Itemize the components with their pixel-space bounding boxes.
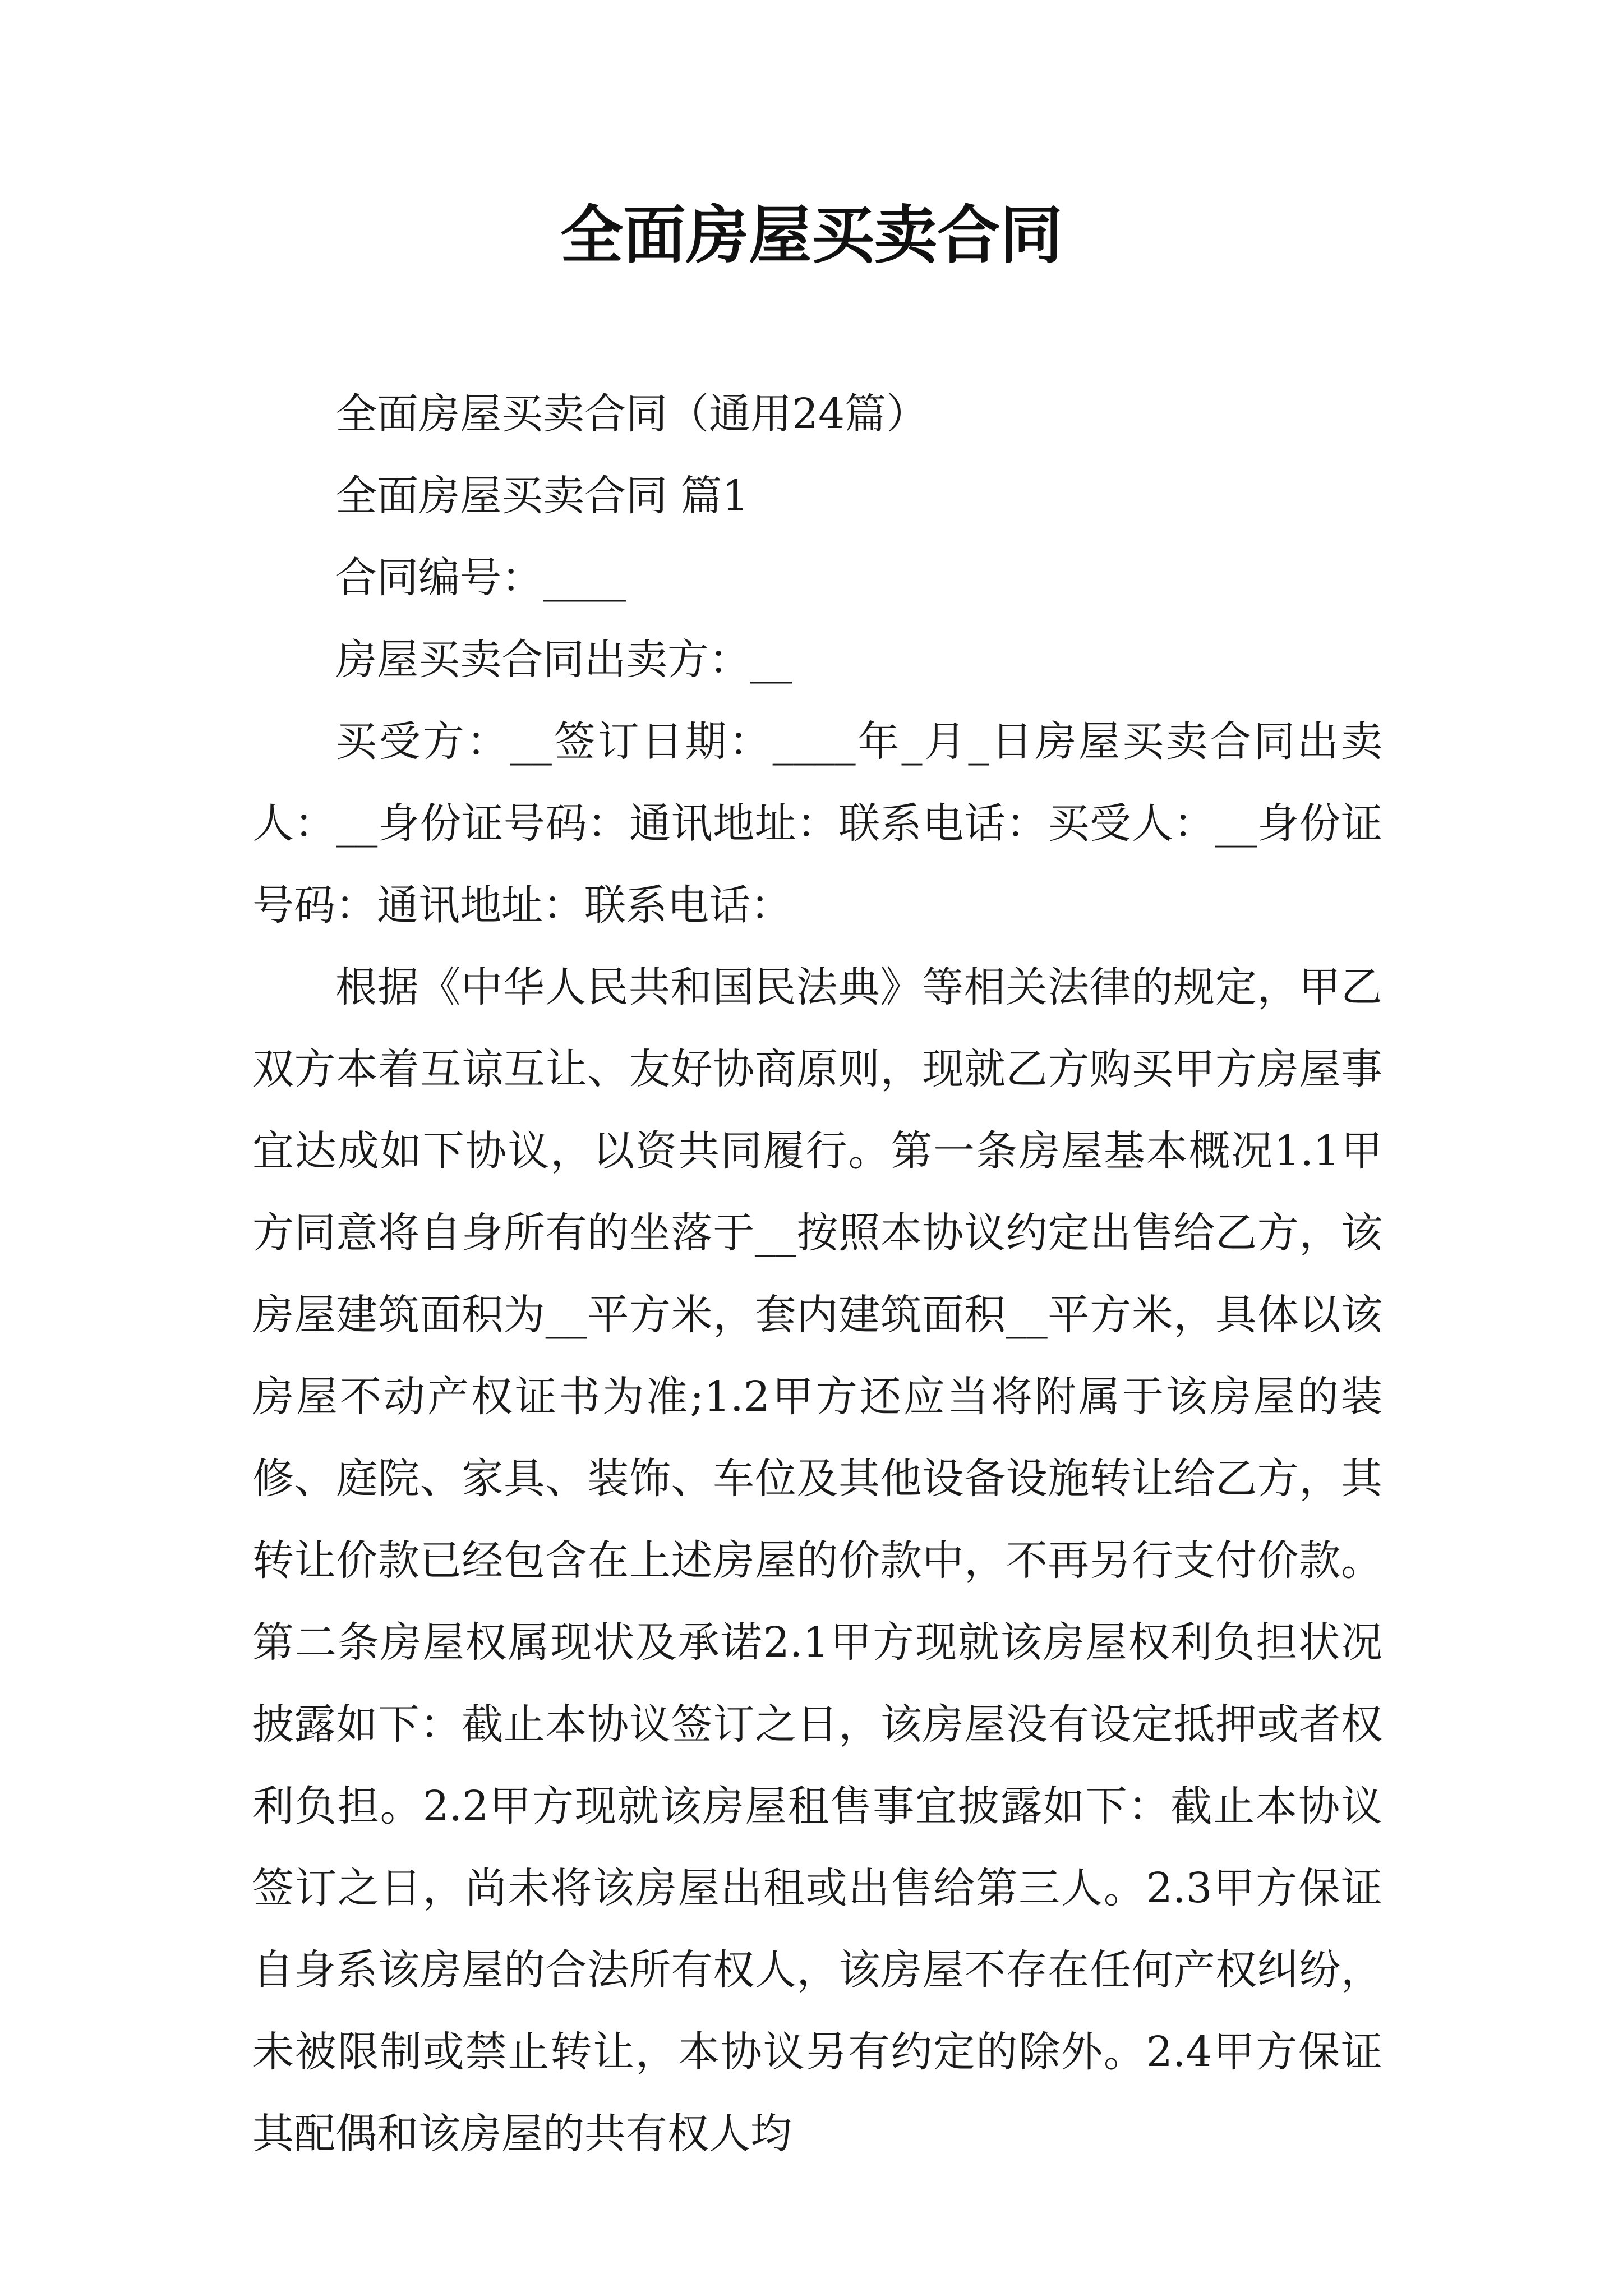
paragraph-parties-info: 买受方：__签订日期：____年_月_日房屋买卖合同出卖人：__身份证号码：通讯地址：联系电话：买受人：__身份证号码：通讯地址：联系电话： xyxy=(252,717,1382,930)
document-body xyxy=(252,373,1382,2175)
paragraph-contract-terms: 根据《中华人民共和国民法典》等相关法律的规定，甲乙双方本着互谅互让、友好协商原则，现就乙方购买甲方房屋事宜达成如下协议，以资共同履行。第一条房屋基本概况1.1甲方同意将自身所有的坐落于__按照本协议约定出售给乙方，该房屋建筑面积为__平方米，套内建筑面积__平方米，具体以该房屋不动产权证书为准;1.2甲方还应当将附属于该房屋的装修、庭院、家具、装饰、车位及其他设备设施转让给乙方，其转让价款已经包含在上述房屋的价款中，不再另行支付价款。第二条房屋权属现状及承诺2.1甲方现就该房屋权利负担状况披露如下：截止本协议签订之日，该房屋没有设定抵押或者权利负担。2.2甲方现就该房屋租售事宜披露如下：截止本协议签订之日，尚未将该房屋出租或出售给第三人。2.3甲方保证自身系该房屋的合法所有权人，该房屋不存在任何产权纠纷，未被限制或禁止转让，本协议另有约定的除外。2.4甲方保证其配偶和该房屋的共有权人均 xyxy=(252,963,1382,2158)
paragraph-collection-title: 全面房屋买卖合同（通用24篇） xyxy=(335,390,928,438)
paragraph-contract-number: 合同编号：____ xyxy=(335,554,626,602)
paragraph-seller: 房屋买卖合同出卖方：__ xyxy=(335,636,792,684)
paragraph-section-heading: 全面房屋买卖合同 篇1 xyxy=(335,472,749,520)
document-title: 全面房屋买卖合同 xyxy=(560,199,1063,272)
